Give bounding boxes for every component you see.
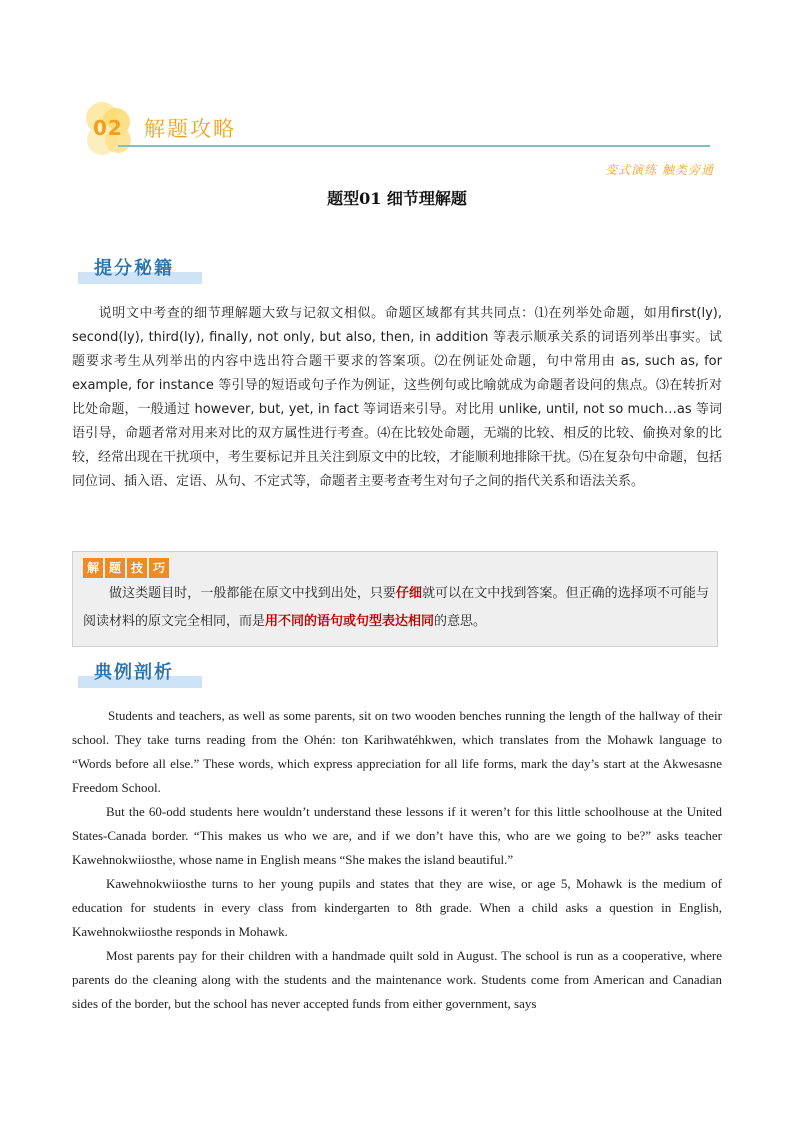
tip-text [83, 580, 709, 636]
passage-paragraph: But the 60-odd students here wouldn’t understand these lessons if it weren’t for this little schoolhouse at the United States-Canada border. “This makes us who we are, and if we don’t have this, who are we going to be?” asks teacher Kawehnokwiiosthe, whose name in English means “She makes the island beautiful.” [72, 804, 722, 867]
reading-passage [72, 704, 722, 1016]
tip-highlight-1: 仔细 [395, 586, 423, 601]
section-tagline: 变式演练 触类旁通 [605, 163, 714, 177]
tip-highlight-2: 用不同的语句或句型表达相同 [265, 614, 435, 629]
tip-text-part-2: 就可以在文中找到答案。但正确的选择项不可能与阅读材料的原文完全相同，而是 [83, 586, 709, 629]
passage-paragraph: Kawehnokwiiosthe turns to her young pupils and states that they are wise, or age 5, Mohawk is the medium of education for students in every class from kindergarten to 8th grade. When a child asks a question in English, Kawehnokwiiosthe responds in Mohawk. [72, 876, 722, 939]
tip-box [72, 551, 718, 647]
tip-text-part-3: 的意思。 [434, 614, 487, 629]
intro-paragraph-text: 说明文中考查的细节理解题大致与记叙文相似。命题区域都有其共同点：⑴在列举处命题，如用first(ly), second(ly), third(ly), finally, not only, but also, then, in addition 等表示顺承关系的词语列举出事实。试题要求考生从列举出的内容中选出符合题干要求的答案项。⑵在例证处命题，句中常用由 as, such as, for example, for instance 等引导的短语或句子作为例证，这些例句或比喻就成为命题者设问的焦点。⑶在转折对比处命题，一般通过 however, but, yet, in fact 等词语来引导。对比用 unlike, until, not so much…as 等词语引导，命题者常对用来对比的双方属性进行考查。⑷在比较处命题，无端的比较、相反的比较、偷换对象的比较，经常出现在干扰项中，考生要标记并且关注到原文中的比较，才能顺利地排除干扰。⑸在复杂句中命题，包括同位词、插入语、定语、从句、不定式等，命题者主要考查考生对句子之间的指代关系和语法关系。 [72, 306, 723, 489]
example-heading [78, 658, 208, 688]
tips-heading [78, 254, 208, 284]
tip-tags [83, 558, 169, 578]
tip-text-part-1: 做这类题目时，一般都能在原文中找到出处，只要 [109, 586, 396, 601]
document-title: 题型01 细节理解题 [327, 189, 467, 208]
section-number: 02 [93, 116, 123, 140]
tip-tag: 解 [83, 558, 103, 578]
tip-tag: 技 [127, 558, 147, 578]
tip-tag: 题 [105, 558, 125, 578]
section-title: 解题攻略 [144, 117, 236, 141]
intro-paragraph [72, 302, 722, 494]
example-heading-label: 典例剖析 [94, 662, 174, 683]
passage-paragraph: Students and teachers, as well as some parents, sit on two wooden benches running the length of the hallway of their school. They take turns reading from the Ohén: ton Karihwatéhkwen, which translates from the Mohawk language to “Words before all else.” These words, which express appreciation for all life forms, mark the day’s start at the Akwesasne Freedom School. [72, 708, 722, 795]
section-divider [118, 145, 710, 147]
passage-paragraph: Most parents pay for their children with a handmade quilt sold in August. The school is run as a cooperative, where parents do the cleaning along with the students and the maintenance work. Students come from American and Canadian sides of the border, but the school has never accepted funds from either government, says [72, 948, 722, 1011]
tips-heading-label: 提分秘籍 [94, 258, 174, 279]
tip-tag: 巧 [149, 558, 169, 578]
